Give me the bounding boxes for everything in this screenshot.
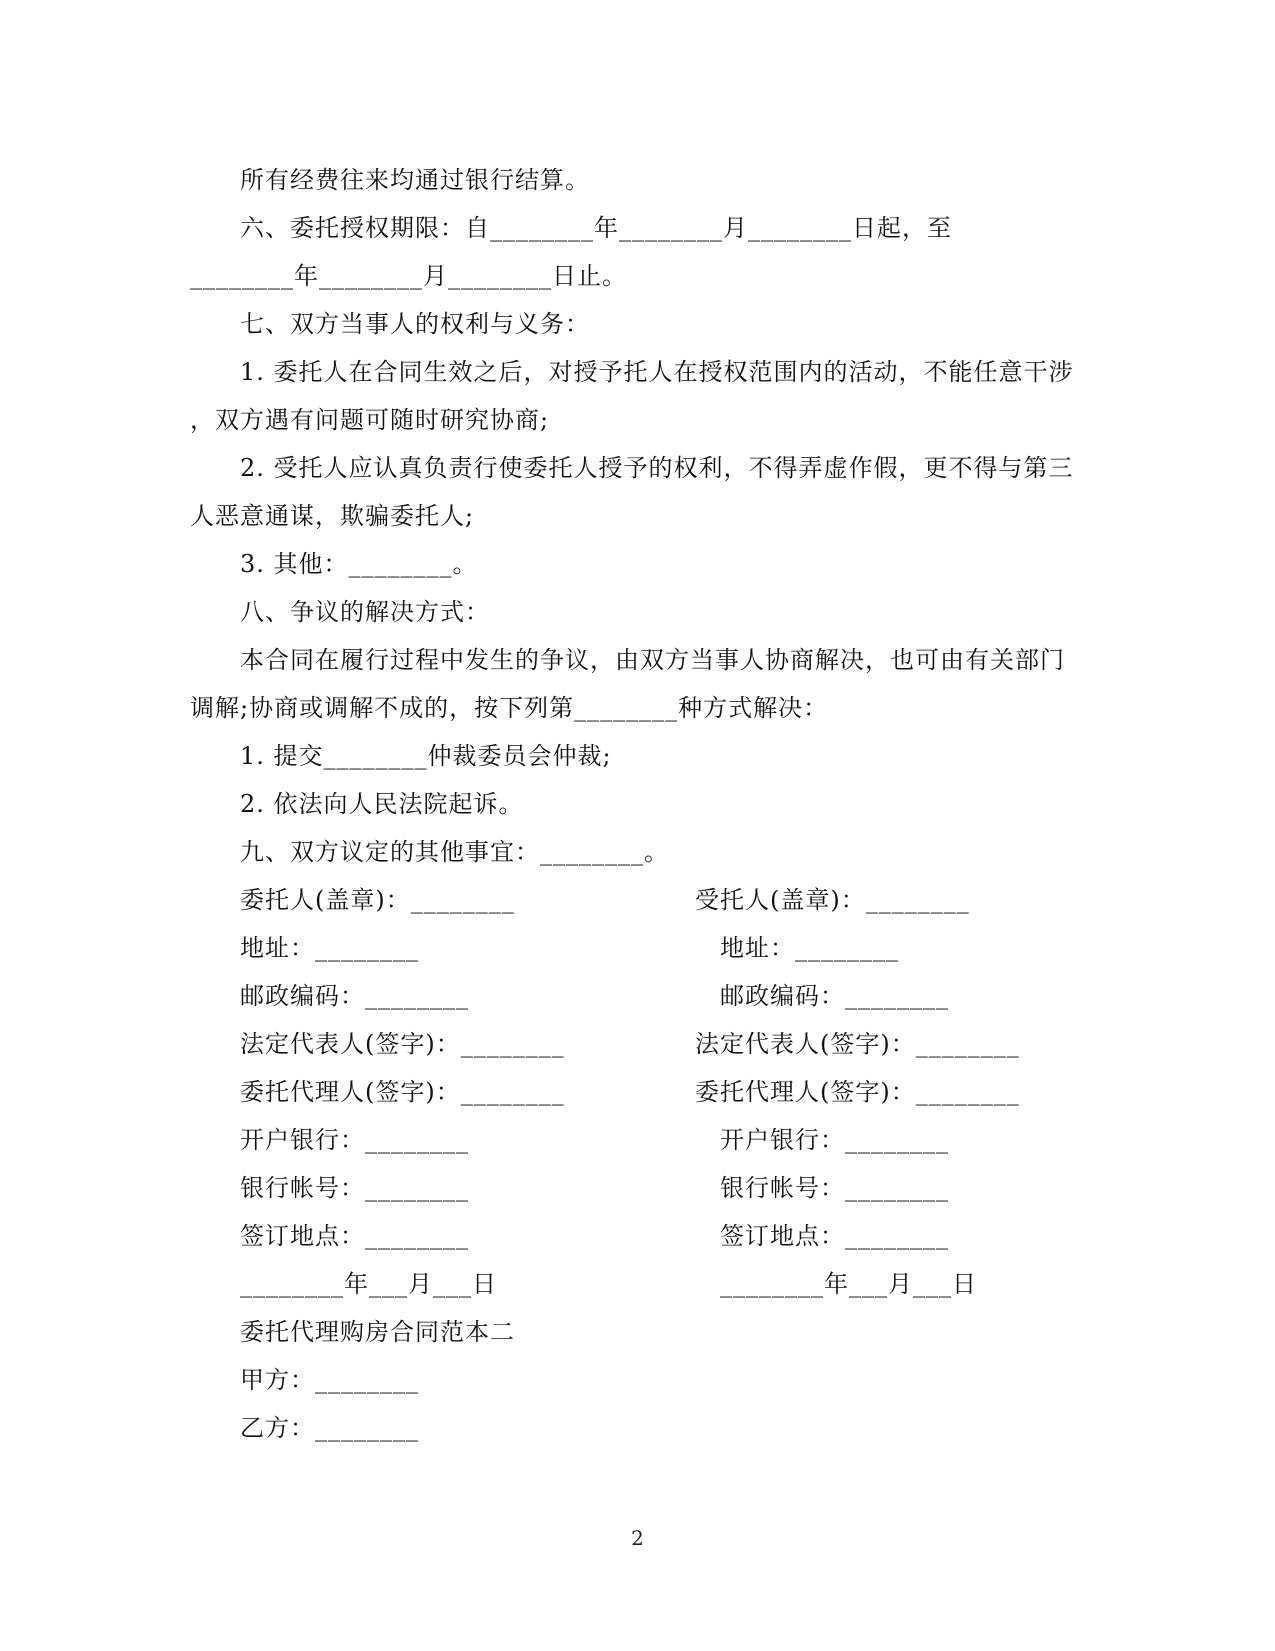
- page-number: 2: [631, 1526, 644, 1550]
- text-line: ________年________月________日止。: [190, 262, 627, 290]
- signature-right-line: 开户银行：________: [720, 1126, 949, 1154]
- section-title: 委托代理购房合同范本二: [240, 1318, 515, 1346]
- text-line: ，双方遇有问题可随时研究协商;: [190, 406, 550, 434]
- signature-right-line: 法定代表人(签字)：________: [695, 1030, 1020, 1058]
- signature-left-date: ________年___月___日: [240, 1270, 497, 1298]
- text-line: 调解;协商或调解不成的，按下列第________种方式解决：: [190, 694, 829, 722]
- text-line: 1. 委托人在合同生效之后，对授予托人在授权范围内的活动，不能任意干涉: [240, 358, 1074, 386]
- signature-left-line: 开户银行：________: [240, 1126, 469, 1154]
- signature-left-line: 银行帐号：________: [240, 1174, 469, 1202]
- text-line: 八、争议的解决方式：: [240, 598, 490, 626]
- signature-left-line: 委托人(盖章)：________: [240, 886, 515, 914]
- text-line: 人恶意通谋，欺骗委托人;: [190, 502, 475, 530]
- signature-right-line: 签订地点：________: [720, 1222, 949, 1250]
- party-a-line: 甲方：________: [240, 1366, 419, 1394]
- text-line: 1. 提交________仲裁委员会仲裁;: [240, 742, 612, 770]
- text-line: 九、双方议定的其他事宜：________。: [240, 838, 669, 866]
- text-line: 2. 受托人应认真负责行使委托人授予的权利，不得弄虚作假，更不得与第三: [240, 454, 1074, 482]
- party-b-line: 乙方：________: [240, 1414, 419, 1442]
- text-line: 2. 依法向人民法院起诉。: [240, 790, 524, 818]
- signature-left-line: 地址：________: [240, 934, 419, 962]
- signature-right-line: 邮政编码：________: [720, 982, 949, 1010]
- signature-right-date: ________年___月___日: [720, 1270, 977, 1298]
- text-line: 六、委托授权期限：自________年________月________日起，至: [240, 214, 952, 242]
- signature-left-line: 邮政编码：________: [240, 982, 469, 1010]
- text-line: 所有经费往来均通过银行结算。: [240, 166, 590, 194]
- signature-right-line: 地址：________: [720, 934, 899, 962]
- text-line: 3. 其他：________。: [240, 550, 478, 578]
- signature-right-line: 受托人(盖章)：________: [695, 886, 970, 914]
- signature-right-line: 银行帐号：________: [720, 1174, 949, 1202]
- signature-left-line: 法定代表人(签字)：________: [240, 1030, 565, 1058]
- text-line: 本合同在履行过程中发生的争议，由双方当事人协商解决，也可由有关部门: [240, 646, 1065, 674]
- signature-left-line: 委托代理人(签字)：________: [240, 1078, 565, 1106]
- text-line: 七、双方当事人的权利与义务：: [240, 310, 590, 338]
- signature-right-line: 委托代理人(签字)：________: [695, 1078, 1020, 1106]
- signature-left-line: 签订地点：________: [240, 1222, 469, 1250]
